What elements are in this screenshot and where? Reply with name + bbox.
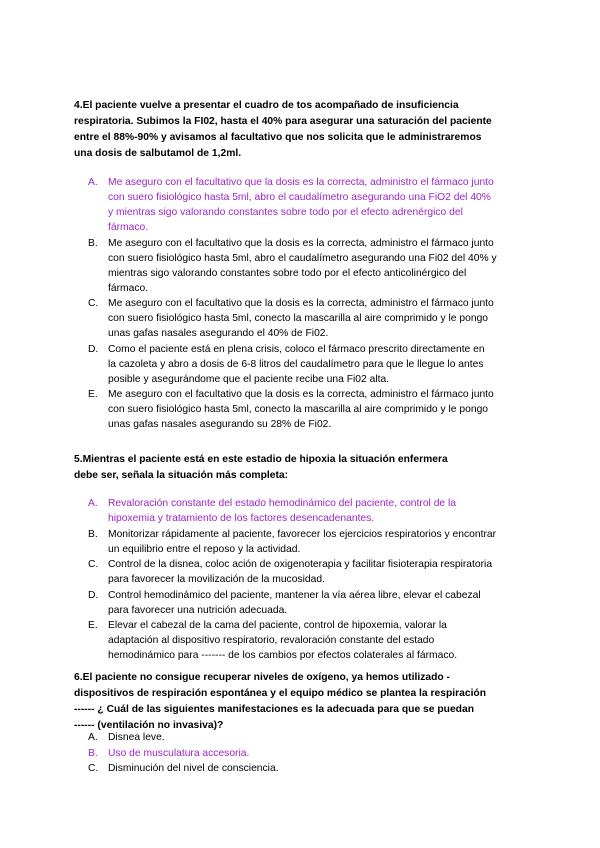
option-line: adaptación al dispositivo respiratorio, revaloración constante del estado	[108, 635, 435, 646]
option-line: con suero fisiológico hasta 5ml, abro el caudalímetro asegurando una Fi02 del 40% y	[108, 252, 497, 264]
option-line: un equilibrio entre el reposo y la actividad.	[108, 543, 301, 555]
question-4-text	[74, 98, 522, 162]
option-letter: C.	[88, 763, 99, 774]
option-line: unas gafas nasales asegurando el 40% de Fi02.	[108, 328, 329, 339]
question-line: ------ (ventilación no invasiva)?	[74, 720, 224, 731]
question-line: dispositivos de respiración espontánea y el equipo médico se plantea la respiración	[74, 688, 487, 699]
question-4-option-c	[88, 296, 530, 341]
option-letter: B.	[88, 747, 98, 759]
option-line: Me aseguro con el facultativo que la dosis es la correcta, administro el fármaco junto	[108, 389, 494, 400]
question-5-option-e	[88, 618, 530, 663]
option-line: Elevar el cabezal de la cama del paciente, control de hipoxemia, valorar la	[108, 620, 447, 631]
option-line: hipoxemia y tratamiento de los factores desencadenantes.	[108, 513, 375, 524]
option-letter: B.	[88, 237, 98, 249]
question-5-option-b	[88, 527, 530, 557]
question-4-option-d	[88, 342, 530, 387]
question-5-option-d	[88, 588, 530, 618]
question-line: debe ser, señala la situación más completa:	[74, 470, 289, 481]
question-4-option-b	[88, 236, 530, 296]
option-line: Revaloración constante del estado hemodinámico del paciente, control de la	[108, 498, 457, 509]
question-line: 4.El paciente vuelve a presentar el cuadro de tos acompañado de insuficiencia	[74, 100, 459, 111]
option-line: para favorecer la movilización de la mucosidad.	[108, 574, 325, 585]
option-line: Uso de musculatura accesoria.	[108, 747, 250, 759]
option-line: con suero fisiológico hasta 5ml, conecto la mascarilla al aire comprimido y le pongo	[108, 404, 489, 415]
option-letter: D.	[88, 589, 99, 601]
option-letter: D.	[88, 343, 99, 355]
option-line: mientras sigo valorando constantes sobre todo por el efecto anticolinérgico del	[108, 267, 467, 279]
option-letter: B.	[88, 528, 98, 540]
question-line: una dosis de salbutamol de 1,2ml.	[74, 148, 242, 159]
option-letter: A.	[88, 498, 98, 509]
option-line: para favorecer una nutrición adecuada.	[108, 604, 288, 616]
question-6-text	[74, 670, 522, 734]
option-line: posible y asegurándome que el paciente recibe una Fi02 alta.	[108, 373, 390, 385]
option-line: Disnea leve.	[108, 732, 165, 743]
option-letter: A.	[88, 177, 98, 188]
option-line: con suero fisiológico hasta 5ml, conecto la mascarilla al aire comprimido y le pongo	[108, 313, 489, 324]
question-line: ------ ¿ Cuál de las siguientes manifestaciones es la adecuada para que se puedan	[74, 704, 474, 715]
question-5-option-c	[88, 557, 530, 587]
question-6-option-c	[88, 761, 530, 776]
option-line: fármaco.	[108, 282, 149, 294]
question-4-option-a	[88, 175, 530, 235]
option-letter: A.	[88, 732, 98, 743]
question-4-options	[88, 175, 530, 433]
option-letter: C.	[88, 559, 99, 570]
option-line: Control de la disnea, coloc ación de oxigenoterapia y facilitar fisioterapia respiratoria	[108, 559, 493, 570]
option-line: Me aseguro con el facultativo que la dosis es la correcta, administro el fármaco junto	[108, 177, 494, 188]
question-4-option-e	[88, 387, 530, 432]
option-letter: E.	[88, 389, 98, 400]
option-line: hemodinámico para ------- de los cambios por efectos colaterales al fármaco.	[108, 650, 458, 661]
question-line: 5.Mientras el paciente está en este estadio de hipoxia la situación enfermera	[74, 454, 448, 465]
question-6-option-a	[88, 730, 530, 745]
question-line: 6.El paciente no consigue recuperar niveles de oxígeno, ya hemos utilizado -	[74, 672, 450, 683]
option-line: unas gafas nasales asegurando su 28% de Fi02.	[108, 419, 332, 430]
question-line: entre el 88%-90% y avisamos al facultativo que nos solicita que le administraremos	[74, 132, 482, 143]
option-line: fármaco.	[108, 222, 149, 233]
option-letter: C.	[88, 298, 99, 309]
option-line: y mientras sigo valorando constantes sobre todo por el efecto adrenérgico del	[108, 207, 463, 218]
question-5-option-a	[88, 496, 530, 526]
option-line: Disminución del nivel de consciencia.	[108, 763, 279, 774]
option-line: Me aseguro con el facultativo que la dosis es la correcta, administro el fármaco junto	[108, 298, 494, 309]
question-6-option-b	[88, 746, 530, 761]
question-6-options	[88, 730, 530, 777]
option-letter: E.	[88, 620, 98, 631]
option-line: Me aseguro con el facultativo que la dosis es la correcta, administro el fármaco junto	[108, 237, 494, 249]
option-line: con suero fisiológico hasta 5ml, abro el caudalímetro asegurando una FiO2 del 40%	[108, 192, 491, 203]
option-line: la cazoleta y abro a dosis de 6-8 litros del caudalímetro para que le llegue lo antes	[108, 358, 484, 370]
option-line: Control hemodinámico del paciente, mantener la vía aérea libre, elevar el cabezal	[108, 589, 481, 601]
question-line: respiratoria. Subimos la FI02, hasta el 40% para asegurar una saturación del paciente	[74, 116, 492, 127]
question-5-options	[88, 496, 530, 664]
question-5-text	[74, 452, 522, 484]
option-line: Monitorizar rápidamente al paciente, favorecer los ejercicios respiratorios y encontrar	[108, 528, 497, 540]
option-line: Como el paciente está en plena crisis, coloco el fármaco prescrito directamente en	[108, 343, 485, 355]
